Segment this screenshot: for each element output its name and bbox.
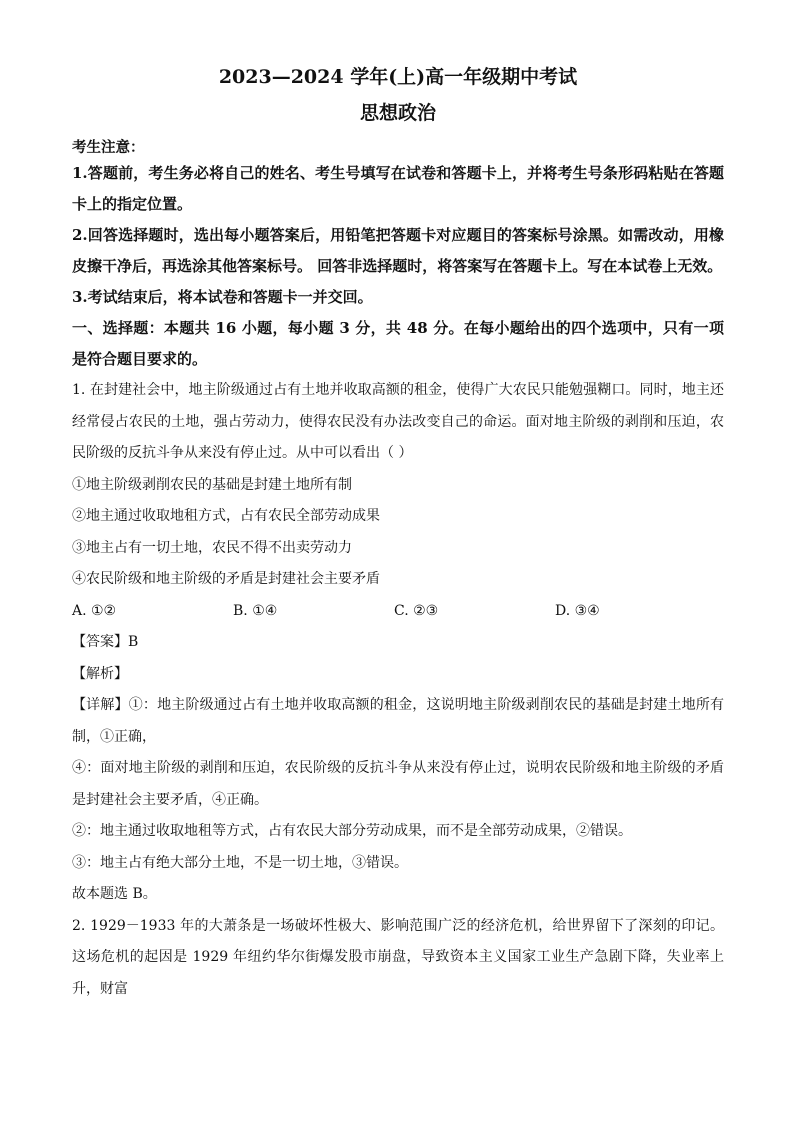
question-2-stem: 2. 1929－1933 年的大萧条是一场破坏性极大、影响范围广泛的经济危机，给世界留下了深刻的印记。这场危机的起因是 1929 年纽约华尔街爆发股市崩盘，导致资本主义国家工业生产急剧下降，失业率上升，财富 — [72, 917, 724, 997]
option-d: D. ③④ — [555, 602, 600, 619]
option-a: A. ①② — [72, 602, 117, 619]
option-b: B. ①④ — [233, 602, 278, 619]
analysis-line-2: ④：面对地主阶级的剥削和压迫，农民阶级的反抗斗争从来没有停止过，说明农民阶级和地主阶级的矛盾是封建社会主要矛盾，④正确。 — [72, 760, 724, 808]
exam-subject: 思想政治 — [359, 102, 436, 124]
analysis-tag: 【解析】 — [72, 665, 128, 682]
notice-item-1: 1.答题前，考生务必将自己的姓名、考生号填写在试卷和答题卡上，并将考生号条形码粘贴在答题卡上的指定位置。 — [72, 164, 724, 213]
question-1-statement-2: ②地主通过收取地租方式，占有农民全部劳动成果 — [72, 508, 380, 524]
notice-item-2: 2.回答选择题时，选出每小题答案后，用铅笔把答题卡对应题目的答案标号涂黑。如需改动，用橡皮擦干净后，再选涂其他答案标号。 回答非选择题时，将答案写在答题卡上。写在本试卷上无效。 — [72, 226, 724, 275]
analysis-line-3: ②：地主通过收取地租等方式，占有农民大部分劳动成果，而不是全部劳动成果，②错误。 — [72, 823, 632, 839]
question-1-statement-1: ①地主阶级剥削农民的基础是封建土地所有制 — [72, 476, 352, 493]
analysis-conclusion: 故本题选 B。 — [72, 886, 157, 902]
section-heading: 一、选择题：本题共 16 小题，每小题 3 分，共 48 分。在每小题给出的四个选项中，只有一项是符合题目要求的。 — [72, 319, 724, 368]
analysis-line-1: 【详解】①：地主阶级通过占有土地并收取高额的租金，这说明地主阶级剥削农民的基础是封建土地所有制，①正确， — [72, 697, 724, 745]
question-1-options — [72, 596, 724, 628]
answer-tag: 【答案】B — [72, 634, 139, 650]
exam-title: 2023—2024 学年(上)高一年级期中考试 — [218, 66, 578, 88]
notice-item-3: 3.考试结束后，将本试卷和答题卡一并交回。 — [72, 288, 373, 306]
notice-heading: 考生注意： — [72, 139, 145, 156]
option-c: C. ②③ — [394, 602, 439, 619]
question-1-stem: 1. 在封建社会中，地主阶级通过占有土地并收取高额的租金，使得广大农民只能勉强糊口。同时，地主还经常侵占农民的土地，强占劳动力，使得农民没有办法改变自己的命运。面对地主阶级的剥削和压迫，农民阶级的反抗斗争从来没有停止过。从中可以看出（ ） — [72, 382, 724, 461]
question-1-statement-4: ④农民阶级和地主阶级的矛盾是封建社会主要矛盾 — [72, 571, 380, 587]
analysis-line-4: ③：地主占有绝大部分土地，不是一切土地，③错误。 — [72, 854, 408, 871]
exam-page — [72, 66, 724, 1005]
question-1-statement-3: ③地主占有一切土地，农民不得不出卖劳动力 — [72, 539, 352, 556]
